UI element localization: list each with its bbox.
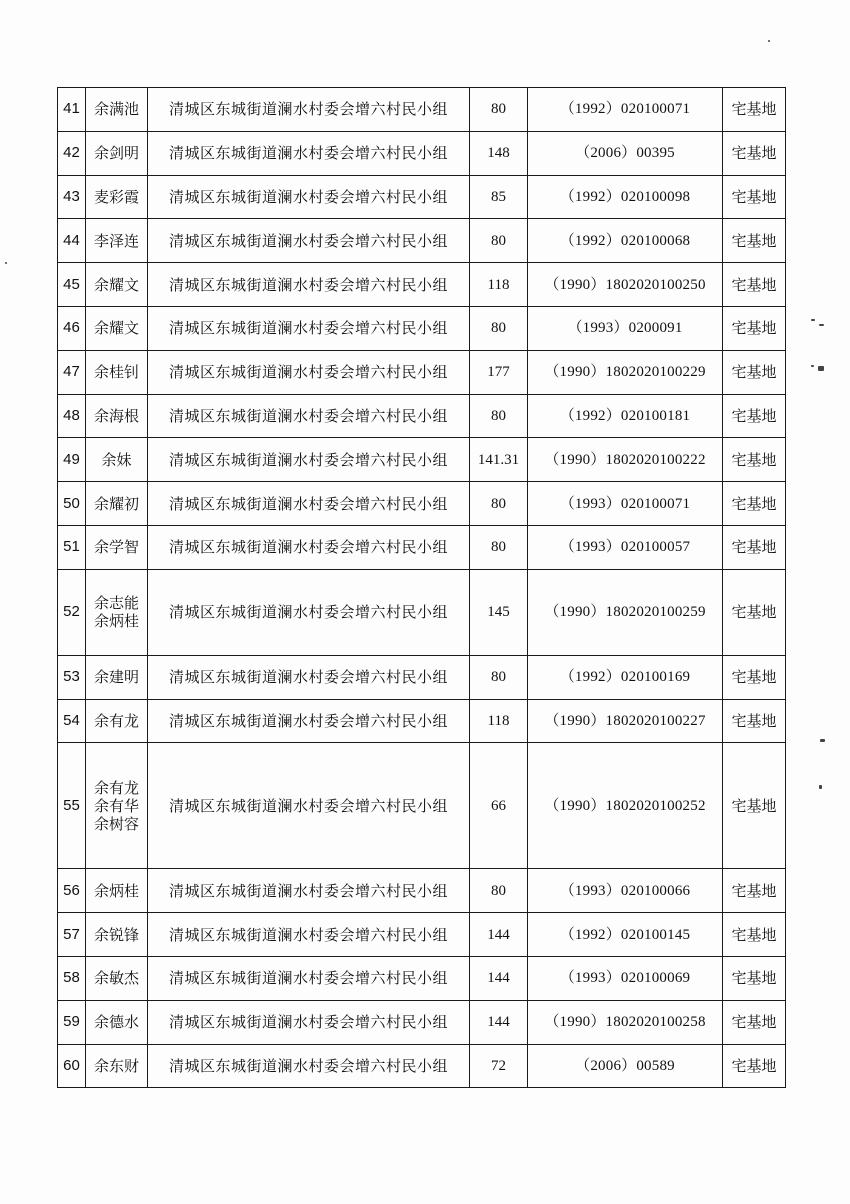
land-location: 清城区东城街道澜水村委会增六村民小组	[148, 482, 470, 526]
owner-names	[86, 699, 148, 743]
land-use: 宅基地	[723, 219, 786, 263]
owner-name: 余东财	[93, 1056, 139, 1075]
table-row	[58, 263, 786, 307]
certificate-number: （1992）020100098	[528, 175, 723, 219]
owner-names	[86, 438, 148, 482]
land-area: 144	[470, 1000, 528, 1044]
owner-name: 余学智	[93, 538, 139, 557]
certificate-number: （1992）020100169	[528, 655, 723, 699]
owner-names	[86, 350, 148, 394]
table-row	[58, 394, 786, 438]
row-number: 59	[58, 1000, 86, 1044]
table-row	[58, 482, 786, 526]
land-area: 80	[470, 482, 528, 526]
land-location: 清城区东城街道澜水村委会增六村民小组	[148, 655, 470, 699]
row-number: 47	[58, 350, 86, 394]
land-location: 清城区东城街道澜水村委会增六村民小组	[148, 525, 470, 569]
row-number: 58	[58, 956, 86, 1000]
row-number: 48	[58, 394, 86, 438]
owner-name: 余德水	[93, 1013, 139, 1032]
table-row	[58, 438, 786, 482]
land-location: 清城区东城街道澜水村委会增六村民小组	[148, 175, 470, 219]
certificate-number: （1990）1802020100252	[528, 743, 723, 869]
table-row	[58, 655, 786, 699]
owner-name: 余建明	[93, 668, 139, 687]
land-location: 清城区东城街道澜水村委会增六村民小组	[148, 699, 470, 743]
row-number: 46	[58, 306, 86, 350]
land-location: 清城区东城街道澜水村委会增六村民小组	[148, 394, 470, 438]
land-use: 宅基地	[723, 956, 786, 1000]
owner-name: 余炳桂	[93, 881, 139, 900]
row-number: 43	[58, 175, 86, 219]
row-number: 49	[58, 438, 86, 482]
table-row	[58, 131, 786, 175]
scan-speck	[819, 785, 822, 789]
owner-names	[86, 263, 148, 307]
certificate-number: （1992）020100071	[528, 88, 723, 132]
scan-speck	[5, 262, 7, 264]
land-area: 118	[470, 263, 528, 307]
table-row	[58, 525, 786, 569]
table-row	[58, 306, 786, 350]
owner-name: 麦彩霞	[93, 187, 139, 206]
land-area: 66	[470, 743, 528, 869]
owner-names	[86, 394, 148, 438]
owner-name: 余耀文	[93, 275, 139, 294]
certificate-number: （1993）020100071	[528, 482, 723, 526]
certificate-number: （1990）1802020100229	[528, 350, 723, 394]
land-area: 80	[470, 394, 528, 438]
land-area: 80	[470, 88, 528, 132]
owner-name: 余满池	[93, 100, 139, 119]
certificate-number: （2006）00589	[528, 1044, 723, 1088]
land-use: 宅基地	[723, 175, 786, 219]
owner-names	[86, 1000, 148, 1044]
land-use: 宅基地	[723, 263, 786, 307]
table-row	[58, 913, 786, 957]
owner-names	[86, 131, 148, 175]
certificate-number: （1993）0200091	[528, 306, 723, 350]
row-number: 51	[58, 525, 86, 569]
land-area: 148	[470, 131, 528, 175]
land-location: 清城区东城街道澜水村委会增六村民小组	[148, 569, 470, 655]
owner-names	[86, 956, 148, 1000]
land-use: 宅基地	[723, 394, 786, 438]
land-area: 144	[470, 956, 528, 1000]
table-row	[58, 699, 786, 743]
owner-names	[86, 743, 148, 869]
land-area: 144	[470, 913, 528, 957]
land-location: 清城区东城街道澜水村委会增六村民小组	[148, 306, 470, 350]
scan-speck	[819, 324, 824, 326]
owner-names	[86, 869, 148, 913]
table-row	[58, 743, 786, 869]
land-location: 清城区东城街道澜水村委会增六村民小组	[148, 1044, 470, 1088]
land-use: 宅基地	[723, 131, 786, 175]
owner-names	[86, 1044, 148, 1088]
owner-names	[86, 88, 148, 132]
table-body	[58, 88, 786, 1088]
owner-name: 余耀文	[93, 319, 139, 338]
row-number: 50	[58, 482, 86, 526]
certificate-number: （1992）020100181	[528, 394, 723, 438]
land-location: 清城区东城街道澜水村委会增六村民小组	[148, 263, 470, 307]
certificate-number: （1990）1802020100250	[528, 263, 723, 307]
row-number: 55	[58, 743, 86, 869]
owner-name: 余敏杰	[93, 969, 139, 988]
certificate-number: （1990）1802020100259	[528, 569, 723, 655]
certificate-number: （1990）1802020100258	[528, 1000, 723, 1044]
land-area: 85	[470, 175, 528, 219]
land-use: 宅基地	[723, 913, 786, 957]
certificate-number: （1990）1802020100227	[528, 699, 723, 743]
land-location: 清城区东城街道澜水村委会增六村民小组	[148, 219, 470, 263]
owner-name: 余妹	[101, 450, 132, 469]
land-area: 118	[470, 699, 528, 743]
certificate-number: （1993）020100057	[528, 525, 723, 569]
table-row	[58, 219, 786, 263]
certificate-number: （1993）020100066	[528, 869, 723, 913]
table-row	[58, 956, 786, 1000]
land-use: 宅基地	[723, 525, 786, 569]
land-use: 宅基地	[723, 438, 786, 482]
owner-name: 余桂钊	[93, 363, 139, 382]
row-number: 44	[58, 219, 86, 263]
certificate-number: （1992）020100068	[528, 219, 723, 263]
scan-speck	[811, 365, 814, 367]
owner-name: 李泽连	[93, 231, 139, 250]
owner-names	[86, 913, 148, 957]
land-area: 80	[470, 306, 528, 350]
land-area: 72	[470, 1044, 528, 1088]
row-number: 53	[58, 655, 86, 699]
certificate-number: （1992）020100145	[528, 913, 723, 957]
land-location: 清城区东城街道澜水村委会增六村民小组	[148, 869, 470, 913]
owner-names	[86, 175, 148, 219]
owner-name: 余有龙	[93, 711, 139, 730]
owner-names	[86, 655, 148, 699]
row-number: 52	[58, 569, 86, 655]
certificate-number: （1993）020100069	[528, 956, 723, 1000]
owner-names	[86, 306, 148, 350]
table-row	[58, 1000, 786, 1044]
land-use: 宅基地	[723, 482, 786, 526]
land-use: 宅基地	[723, 1000, 786, 1044]
land-area: 177	[470, 350, 528, 394]
land-location: 清城区东城街道澜水村委会增六村民小组	[148, 743, 470, 869]
land-location: 清城区东城街道澜水村委会增六村民小组	[148, 88, 470, 132]
table-row	[58, 88, 786, 132]
table-row	[58, 350, 786, 394]
owner-name: 余锐锋	[93, 925, 139, 944]
scan-speck	[768, 40, 770, 42]
land-area: 141.31	[470, 438, 528, 482]
land-use: 宅基地	[723, 1044, 786, 1088]
land-use: 宅基地	[723, 350, 786, 394]
land-area: 80	[470, 869, 528, 913]
certificate-number: （1990）1802020100222	[528, 438, 723, 482]
scan-speck	[811, 319, 815, 321]
table-row	[58, 175, 786, 219]
owner-name: 余有龙	[93, 778, 139, 797]
land-location: 清城区东城街道澜水村委会增六村民小组	[148, 956, 470, 1000]
owner-names	[86, 219, 148, 263]
land-use: 宅基地	[723, 306, 786, 350]
land-registry-table	[57, 87, 786, 1088]
owner-names	[86, 482, 148, 526]
table-row	[58, 569, 786, 655]
land-area: 80	[470, 525, 528, 569]
owner-name: 余树容	[93, 814, 139, 833]
land-location: 清城区东城街道澜水村委会增六村民小组	[148, 913, 470, 957]
owner-name: 余剑明	[93, 144, 139, 163]
scan-speck	[818, 366, 824, 371]
owner-name: 余海根	[93, 406, 139, 425]
land-use: 宅基地	[723, 869, 786, 913]
row-number: 54	[58, 699, 86, 743]
row-number: 56	[58, 869, 86, 913]
land-use: 宅基地	[723, 88, 786, 132]
certificate-number: （2006）00395	[528, 131, 723, 175]
table-row	[58, 1044, 786, 1088]
land-use: 宅基地	[723, 699, 786, 743]
owner-names	[86, 569, 148, 655]
row-number: 42	[58, 131, 86, 175]
land-area: 80	[470, 655, 528, 699]
row-number: 57	[58, 913, 86, 957]
land-location: 清城区东城街道澜水村委会增六村民小组	[148, 131, 470, 175]
land-location: 清城区东城街道澜水村委会增六村民小组	[148, 1000, 470, 1044]
row-number: 60	[58, 1044, 86, 1088]
land-area: 145	[470, 569, 528, 655]
owner-name: 余志能	[93, 594, 139, 613]
owner-name: 余炳桂	[93, 612, 139, 631]
scan-speck	[820, 739, 825, 742]
land-location: 清城区东城街道澜水村委会增六村民小组	[148, 438, 470, 482]
land-use: 宅基地	[723, 743, 786, 869]
row-number: 41	[58, 88, 86, 132]
table-row	[58, 869, 786, 913]
land-area: 80	[470, 219, 528, 263]
land-location: 清城区东城街道澜水村委会增六村民小组	[148, 350, 470, 394]
land-use: 宅基地	[723, 569, 786, 655]
owner-name: 余耀初	[93, 494, 139, 513]
owner-name: 余有华	[93, 796, 139, 815]
land-use: 宅基地	[723, 655, 786, 699]
row-number: 45	[58, 263, 86, 307]
owner-names	[86, 525, 148, 569]
